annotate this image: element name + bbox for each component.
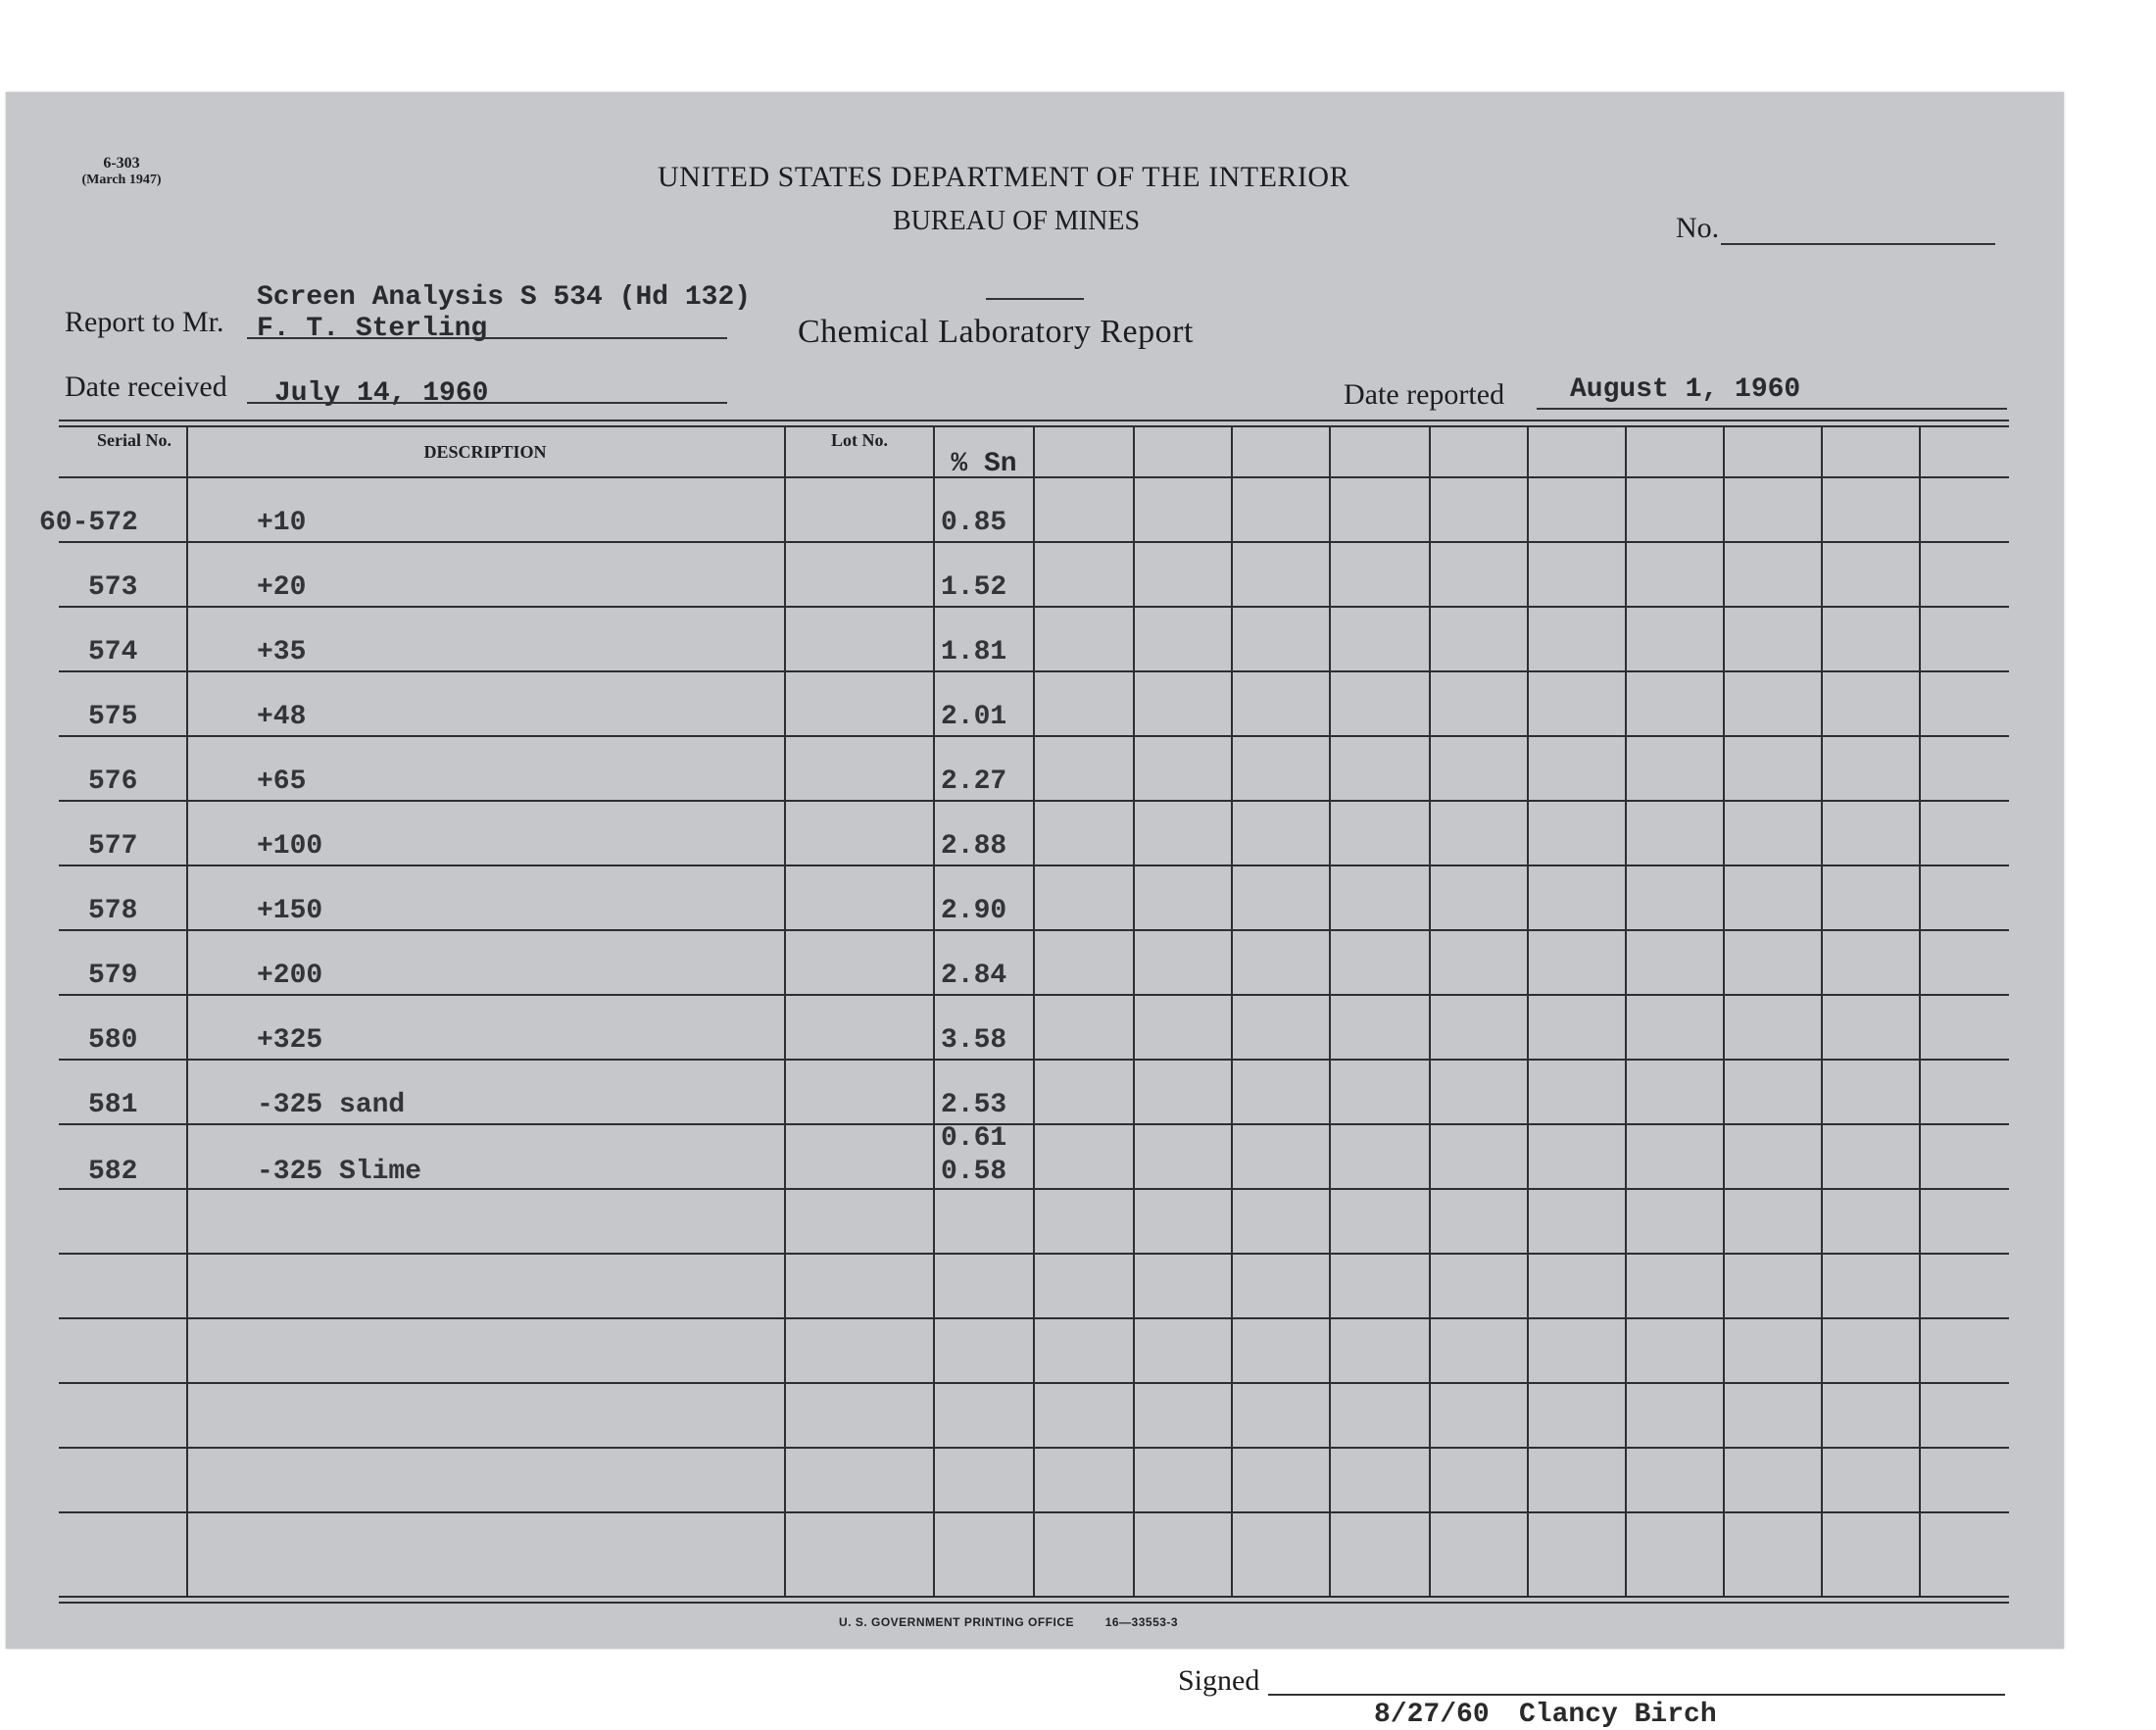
- row-rule: [59, 735, 2009, 737]
- row-11-sn: 0.58: [941, 1157, 1007, 1187]
- row-rule: [59, 541, 2009, 543]
- date-reported-label: Date reported: [1344, 378, 1505, 411]
- report-to-label: Report to Mr.: [65, 306, 224, 338]
- row-rule: [59, 1511, 2009, 1513]
- row-7-serial: 578: [88, 896, 138, 926]
- row-rule: [59, 1382, 2009, 1384]
- row-rule: [59, 1317, 2009, 1319]
- row-rule: [59, 1253, 2009, 1255]
- printing-office-text: U. S. GOVERNMENT PRINTING OFFICE: [839, 1615, 1075, 1629]
- header-description: DESCRIPTION: [423, 442, 547, 462]
- row-9-serial: 580: [88, 1025, 138, 1056]
- no-label: No.: [1676, 212, 1720, 244]
- col-line-9: [1527, 425, 1529, 1598]
- col-line-5: [1133, 425, 1135, 1598]
- analysis-table: [6, 92, 2064, 1649]
- printing-office: [839, 1615, 1178, 1629]
- row-rule: [59, 994, 2009, 996]
- row-1-sn: 0.85: [941, 508, 1007, 538]
- form-number-text: 6-303: [103, 155, 140, 172]
- table-bottom-rule-2: [59, 1602, 2009, 1604]
- col-line-7: [1329, 425, 1331, 1598]
- row-3-description: +35: [257, 637, 307, 667]
- table-bottom-rule: [59, 1596, 2009, 1598]
- report-to-value: F. T. Sterling: [257, 314, 488, 344]
- col-line-8: [1429, 425, 1431, 1598]
- row-7-description: +150: [257, 896, 323, 926]
- row-4-description: +48: [257, 702, 307, 732]
- col-line-3: [933, 425, 935, 1598]
- col-line-11: [1723, 425, 1725, 1598]
- row-2-description: +20: [257, 572, 307, 603]
- row-8-serial: 579: [88, 961, 138, 991]
- row-7-sn: 2.90: [941, 896, 1007, 926]
- row-5-sn: 2.27: [941, 766, 1007, 797]
- row-6-sn: 2.88: [941, 831, 1007, 862]
- bureau-title: BUREAU OF MINES: [893, 206, 1141, 236]
- col-line-12: [1821, 425, 1823, 1598]
- row-3-sn: 1.81: [941, 637, 1007, 667]
- col-line-6: [1231, 425, 1233, 1598]
- row-1-description: +10: [257, 508, 307, 538]
- date-received-value: July 14, 1960: [274, 378, 489, 409]
- row-11-description: -325 Slime: [257, 1157, 422, 1187]
- row-rule: [59, 1447, 2009, 1449]
- row-10-serial: 581: [88, 1090, 138, 1120]
- row-rule: [59, 1123, 2009, 1125]
- report-form: [6, 92, 2064, 1730]
- row-1-serial: 60-572: [39, 508, 138, 538]
- row-rule: [59, 1059, 2009, 1061]
- row-rule: [59, 800, 2009, 802]
- header-pct-sn: % Sn: [951, 449, 1017, 479]
- col-line-2: [784, 425, 786, 1598]
- signed-date: 8/27/60: [1374, 1700, 1490, 1730]
- row-rule: [59, 670, 2009, 672]
- col-line-1: [186, 425, 188, 1598]
- row-2-sn: 1.52: [941, 572, 1007, 603]
- row-10-sn: 2.53: [941, 1090, 1007, 1120]
- row-rule: [59, 1188, 2009, 1190]
- signed-line: [1268, 1694, 2005, 1696]
- print-number: 16—33553-3: [1104, 1615, 1179, 1629]
- row-rule: [59, 929, 2009, 931]
- signed-label: Signed: [1178, 1664, 1260, 1697]
- report-title: Chemical Laboratory Report: [798, 314, 1194, 350]
- row-8-sn: 2.84: [941, 961, 1007, 991]
- row-rule: [59, 865, 2009, 866]
- row-5-serial: 576: [88, 766, 138, 797]
- row-10-description: -325 sand: [257, 1090, 406, 1120]
- form-edition: (March 1947): [81, 173, 162, 187]
- col-line-4: [1033, 425, 1035, 1598]
- row-3-serial: 574: [88, 637, 138, 667]
- col-line-13: [1919, 425, 1921, 1598]
- row-6-description: +100: [257, 831, 323, 862]
- row-2-serial: 573: [88, 572, 138, 603]
- row-4-sn: 2.01: [941, 702, 1007, 732]
- row-10-sn-extra: 0.61: [941, 1123, 1007, 1154]
- signed-name: Clancy Birch: [1519, 1700, 1717, 1730]
- header-serial-no: Serial No.: [97, 430, 172, 450]
- row-8-description: +200: [257, 961, 323, 991]
- row-rule: [59, 606, 2009, 608]
- col-line-10: [1625, 425, 1627, 1598]
- header-lot-no: Lot No.: [831, 430, 888, 450]
- report-subject: Screen Analysis S 534 (Hd 132): [257, 282, 752, 313]
- row-9-sn: 3.58: [941, 1025, 1007, 1056]
- table-top-rule: [59, 420, 2009, 421]
- row-6-serial: 577: [88, 831, 138, 862]
- row-11-serial: 582: [88, 1157, 138, 1187]
- row-5-description: +65: [257, 766, 307, 797]
- date-reported-value: August 1, 1960: [1570, 374, 1801, 405]
- row-9-description: +325: [257, 1025, 323, 1056]
- department-title: UNITED STATES DEPARTMENT OF THE INTERIOR: [658, 161, 1350, 193]
- row-4-serial: 575: [88, 702, 138, 732]
- date-received-label: Date received: [65, 371, 227, 403]
